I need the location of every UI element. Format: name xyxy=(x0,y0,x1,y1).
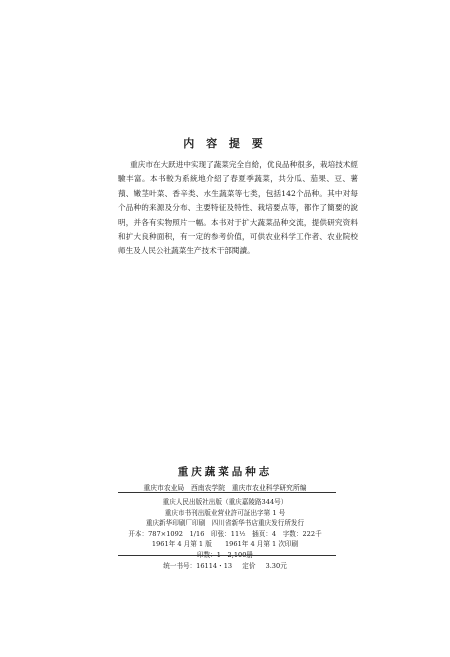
summary-title: 内 容 提 要 xyxy=(183,137,267,150)
divider-top xyxy=(118,492,336,493)
print-run-line: 印数：1—2,100册 xyxy=(196,550,254,559)
format-line: 开本：787×1092 1/16 印张：11½ 插页：4 字数：222千 xyxy=(128,529,322,538)
license-line: 重庆市书刊出版业营业許可証出字第 1 号 xyxy=(164,508,286,517)
printer-line: 重庆新华印刷厂印刷 四川省新华书店重庆发行所发行 xyxy=(145,519,305,527)
publication-info xyxy=(0,497,450,560)
book-title: 重庆蔬菜品种志 xyxy=(177,466,273,478)
book-number-price xyxy=(0,560,450,570)
price: 定价 3.30元 xyxy=(242,562,287,570)
authors-line: 重庆市农业局 西南农学院 重庆市农业科学研究所编 xyxy=(143,484,307,492)
book-number: 统一书号：16114・13 xyxy=(163,562,233,570)
edition-line: 1961年 4 月第 1 版 1961年 4 月第 1 次印刷 xyxy=(151,540,299,548)
summary-paragraph: 重庆市在大跃进中实现了蔬菜完全自給，优良品种很多，栽培技术經驗丰富。本书較为系統地介紹了春夏季蔬菜，共分瓜、茄果、豆、薯蕷、嫩茎叶菜、香辛类、水生蔬菜等七类，包括142个品种。其中对每个品种的来源及分布、主要特征及特性、栽培要点等，都作了簡要的說明，并各有实物照片一幅。本书对于扩大蔬菜品种交流，提供研究资料和扩大良种面积，有一定的参考价值，可供农业科学工作者、农业院校师生及人民公社蔬菜生产技术干部閱讀。 xyxy=(118,160,358,256)
publisher-line: 重庆人民出版社出版（重庆嘉陵路344号） xyxy=(162,498,288,506)
summary-body xyxy=(118,158,358,259)
divider-bottom xyxy=(118,555,336,556)
